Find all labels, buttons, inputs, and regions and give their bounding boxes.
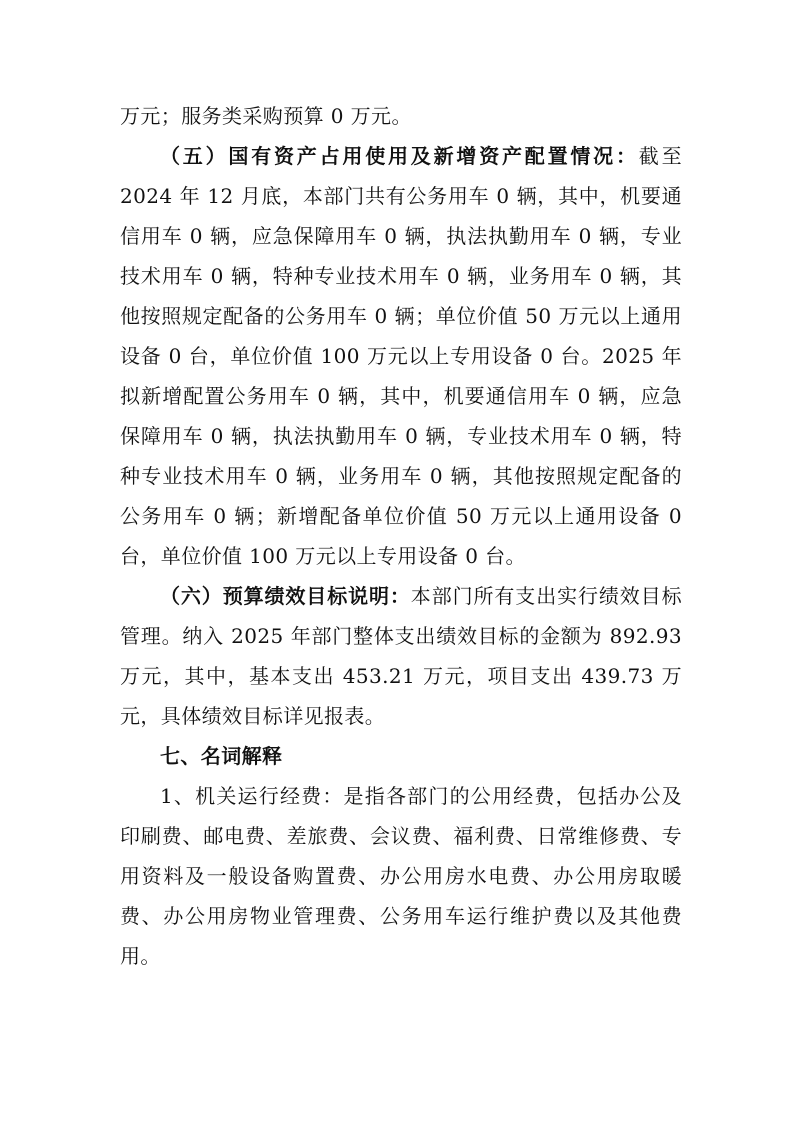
section-6-heading: （六）预算绩效目标说明： bbox=[160, 584, 411, 608]
document-body bbox=[120, 96, 682, 976]
section-5-body: 截至 2024 年 12 月底，本部门共有公务用车 0 辆，其中，机要通信用车 0 辆，应急保障用车 0 辆，执法执勤用车 0 辆，专业技术用车 0 辆，特种专业技术用车 0 辆，业务用车 0 辆，其他按照规定配备的公务用车 0 辆；单位价值 50 万元以上通用设备 0 台，单位价值 100 万元以上专用设备 0 台。2025 年拟新增配置公务用车 0 辆，其中，机要通信用车 0 辆，应急保障用车 0 辆，执法执勤用车 0 辆，专业技术用车 0 辆，特种专业技术用车 0 辆，业务用车 0 辆，其他按照规定配备的公务用车 0 辆；新增配备单位价值 50 万元以上通用设备 0 台，单位价值 100 万元以上专用设备 0 台。 bbox=[120, 144, 682, 568]
section-5-paragraph bbox=[120, 136, 682, 576]
intro-line: 万元；服务类采购预算 0 万元。 bbox=[120, 104, 412, 128]
section-5-heading: （五）国有资产占用使用及新增资产配置情况： bbox=[160, 144, 639, 168]
section-6-body: 本部门所有支出实行绩效目标管理。纳入 2025 年部门整体支出绩效目标的金额为 892.93 万元，其中，基本支出 453.21 万元，项目支出 439.73 万元，具体绩效目标详见报表。 bbox=[120, 584, 682, 728]
section-6-paragraph bbox=[120, 576, 682, 736]
section-7-item-1: 1、机关运行经费：是指各部门的公用经费，包括办公及印刷费、邮电费、差旅费、会议费、福利费、日常维修费、专用资料及一般设备购置费、办公用房水电费、办公用房取暖费、办公用房物业管理费、公务用车运行维护费以及其他费用。 bbox=[120, 784, 682, 968]
section-7-heading: 七、名词解释 bbox=[160, 744, 283, 768]
